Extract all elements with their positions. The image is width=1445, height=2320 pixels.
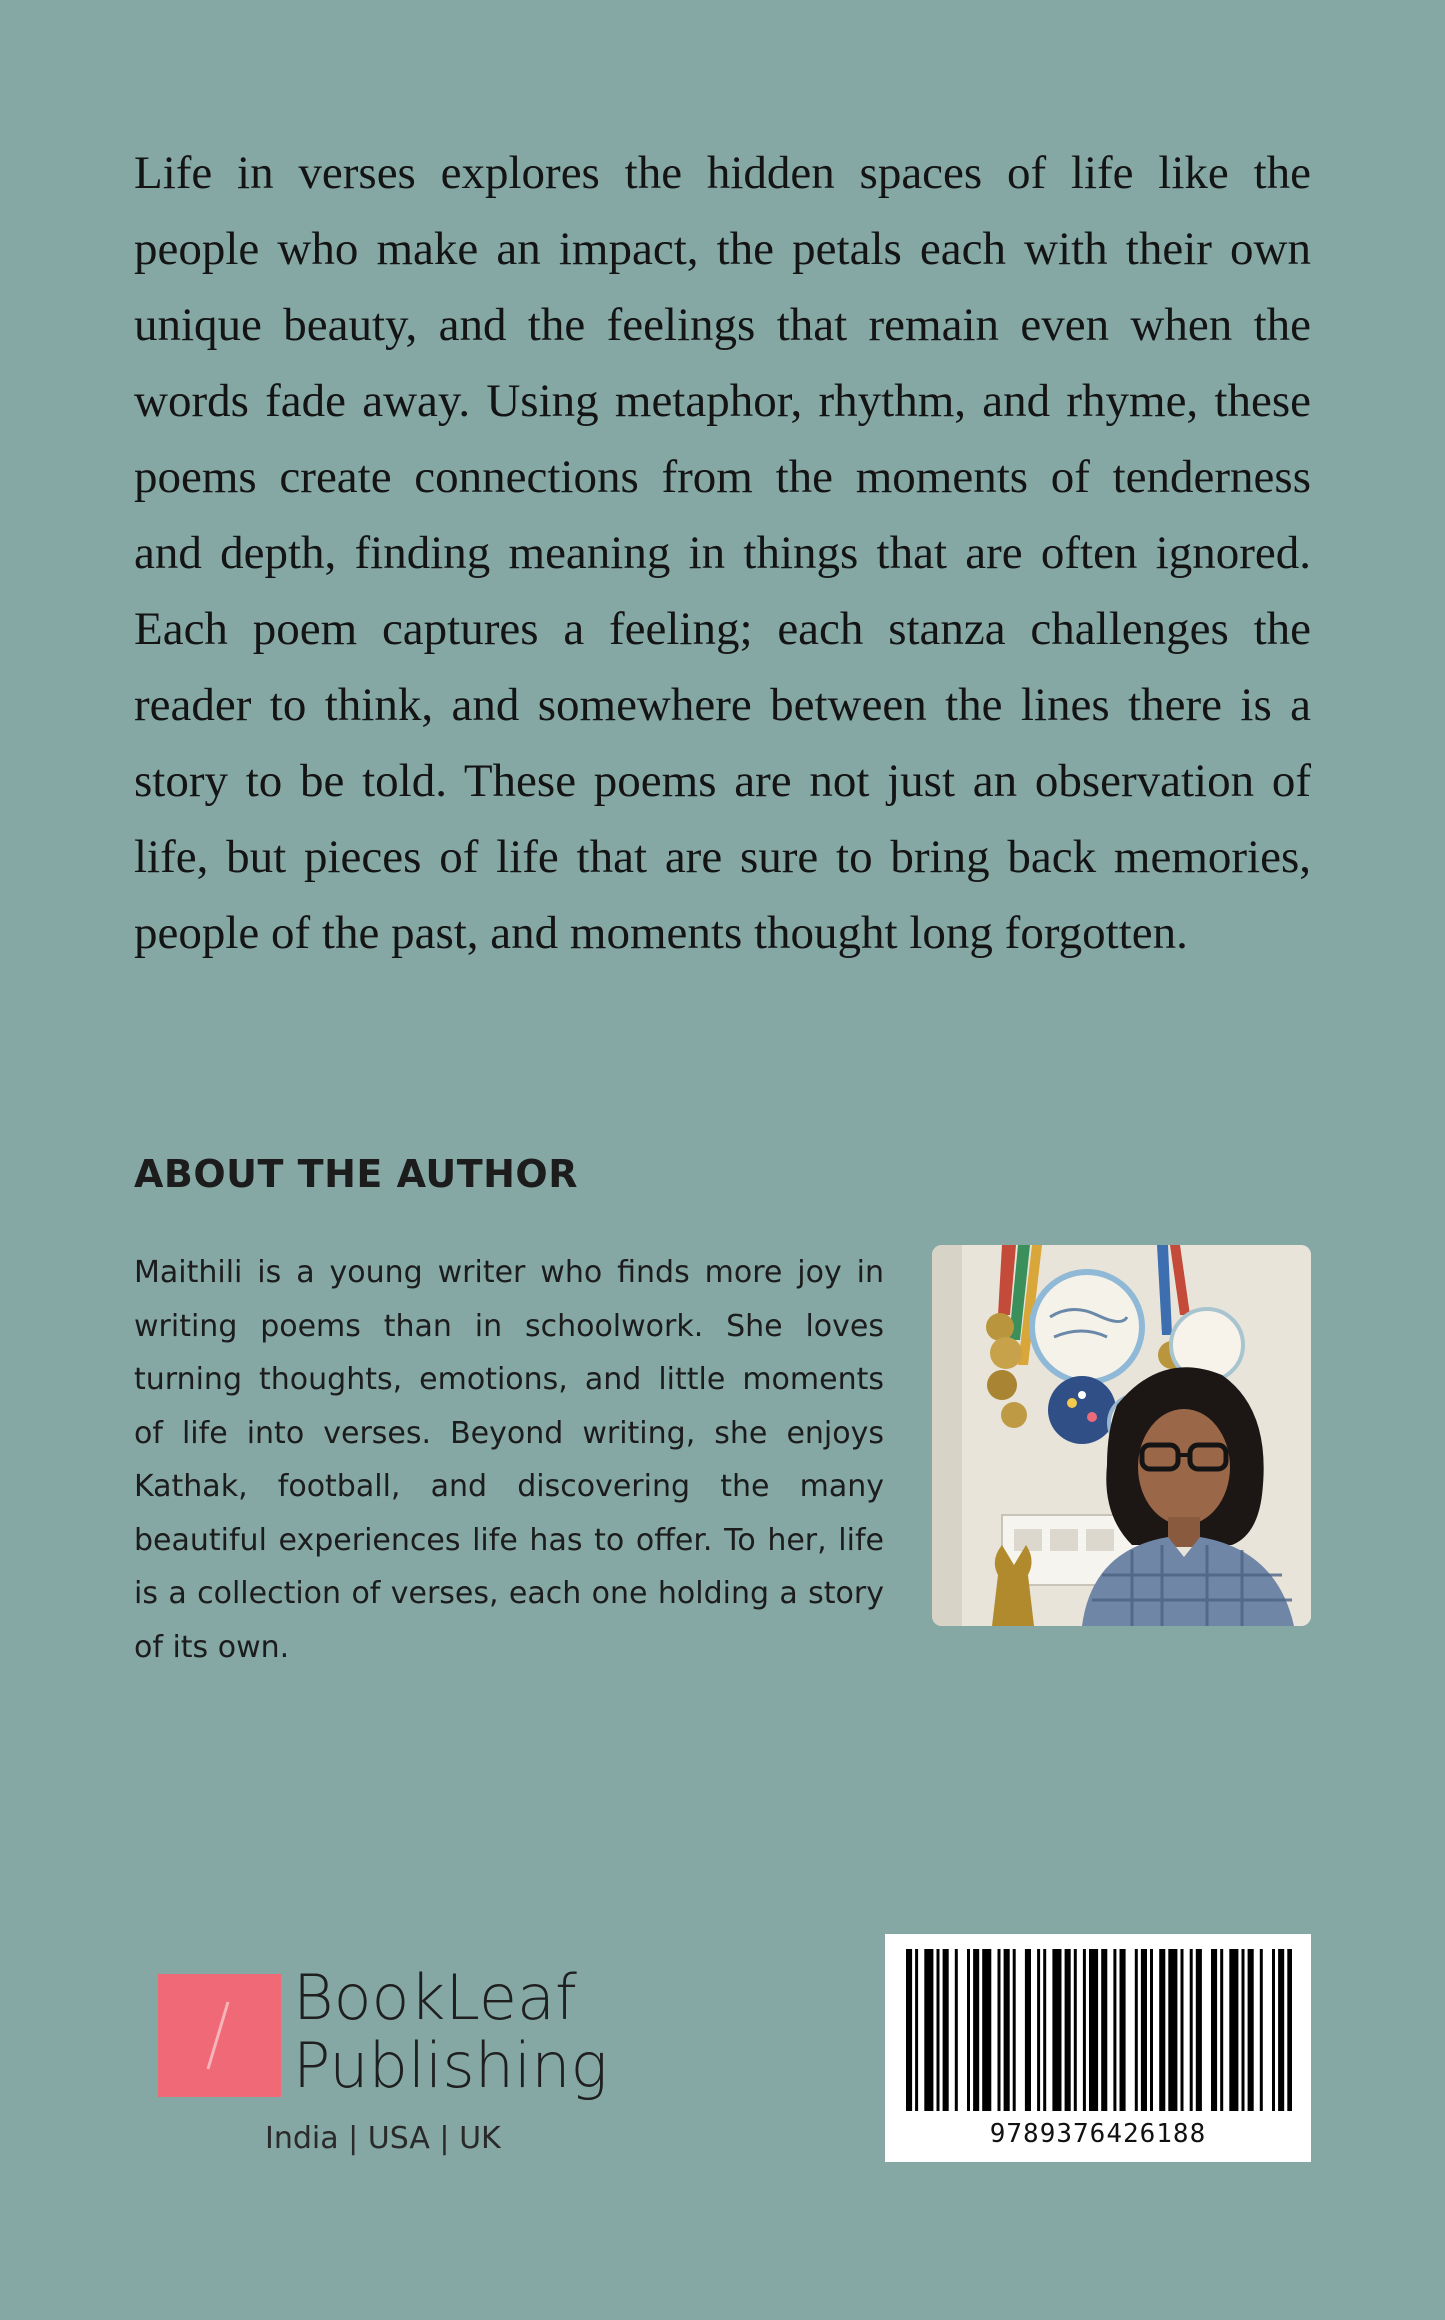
about-author-text: Maithili is a young writer who finds more joy in writing poems than in schoolwork. She loves turning thoughts, emotions, and little moments of life into verses. Beyond writing, she enjoys Kathak, football, and discovering the many beautiful experiences life has to offer. To her, life is a collection of verses, each one holding a story of its own. (134, 1255, 884, 1665)
barcode-bar (1101, 1949, 1107, 2111)
barcode-bar (973, 1949, 979, 2111)
barcode-bar (924, 1949, 933, 2111)
barcode-bar (937, 1949, 940, 2111)
barcode-bar (1120, 1949, 1126, 2111)
barcode-bar (967, 1949, 970, 2111)
barcode-bar (1113, 1949, 1116, 2111)
publisher-name-line1: BookLeaf (293, 1961, 577, 2034)
barcode-bar (1278, 1949, 1284, 2111)
barcode-bar (1083, 1949, 1086, 2111)
barcode-bar (1025, 1949, 1031, 2111)
publisher-regions: India | USA | UK (265, 2121, 501, 2156)
barcode-bar (1242, 1949, 1245, 2111)
barcode-bar (1272, 1949, 1275, 2111)
isbn-number: 9789376426188 (989, 2119, 1207, 2149)
barcode-bars (904, 1949, 1292, 2111)
book-blurb: Life in verses explores the hidden spaces of life like the people who make an impact, the petals each with their own unique beauty, and the feelings that remain even when the words fade away. Using metaphor, rhythm, and rhyme, these poems create connections from the moments of tenderness and depth, finding meaning in things that are often ignored. Each poem captures a feeling; each stanza challenges the reader to think, and somewhere between the lines there is a story to be told. These poems are not just an observation of life, but pieces of life that are sure to bring back memories, people of the past, and moments thought long forgotten. (134, 147, 1311, 959)
barcode-bar (1004, 1949, 1010, 2111)
barcode-bar (1190, 1949, 1193, 2111)
barcode-bar (1168, 1949, 1177, 2111)
barcode-bar (998, 1949, 1001, 2111)
barcode-bar (1181, 1949, 1184, 2111)
barcode-bar (1211, 1949, 1217, 2111)
barcode-bar (1196, 1949, 1202, 2111)
barcode-bar (915, 1949, 918, 2111)
barcode-bar (1287, 1949, 1292, 2111)
barcode-bar (943, 1949, 949, 2111)
barcode-bar (1037, 1949, 1040, 2111)
barcode-bar (982, 1949, 991, 2111)
barcode-bar (1260, 1949, 1263, 2111)
barcode-bar (1043, 1949, 1046, 2111)
barcode-bar (1141, 1949, 1147, 2111)
barcode-bar (1013, 1949, 1016, 2111)
barcode-bar (1135, 1949, 1138, 2111)
author-photo (932, 1245, 1311, 1626)
barcode-bar (1074, 1949, 1077, 2111)
leaf-slash-icon (158, 1974, 281, 2097)
about-author-heading: ABOUT THE AUTHOR (134, 1152, 578, 1196)
barcode-bar (1089, 1949, 1098, 2111)
barcode-bar (906, 1949, 912, 2111)
barcode-bar (955, 1949, 958, 2111)
isbn-barcode (885, 1934, 1311, 2162)
barcode-bar (1065, 1949, 1071, 2111)
publisher-name (293, 1961, 608, 2102)
publisher-name-line2: Publishing (293, 2029, 608, 2102)
barcode-bar (1150, 1949, 1153, 2111)
publisher-logo (158, 1961, 618, 2164)
barcode-bar (1229, 1949, 1238, 2111)
barcode-bar (1052, 1949, 1061, 2111)
barcode-bar (1159, 1949, 1165, 2111)
barcode-bar (1220, 1949, 1223, 2111)
barcode-bar (1248, 1949, 1254, 2111)
